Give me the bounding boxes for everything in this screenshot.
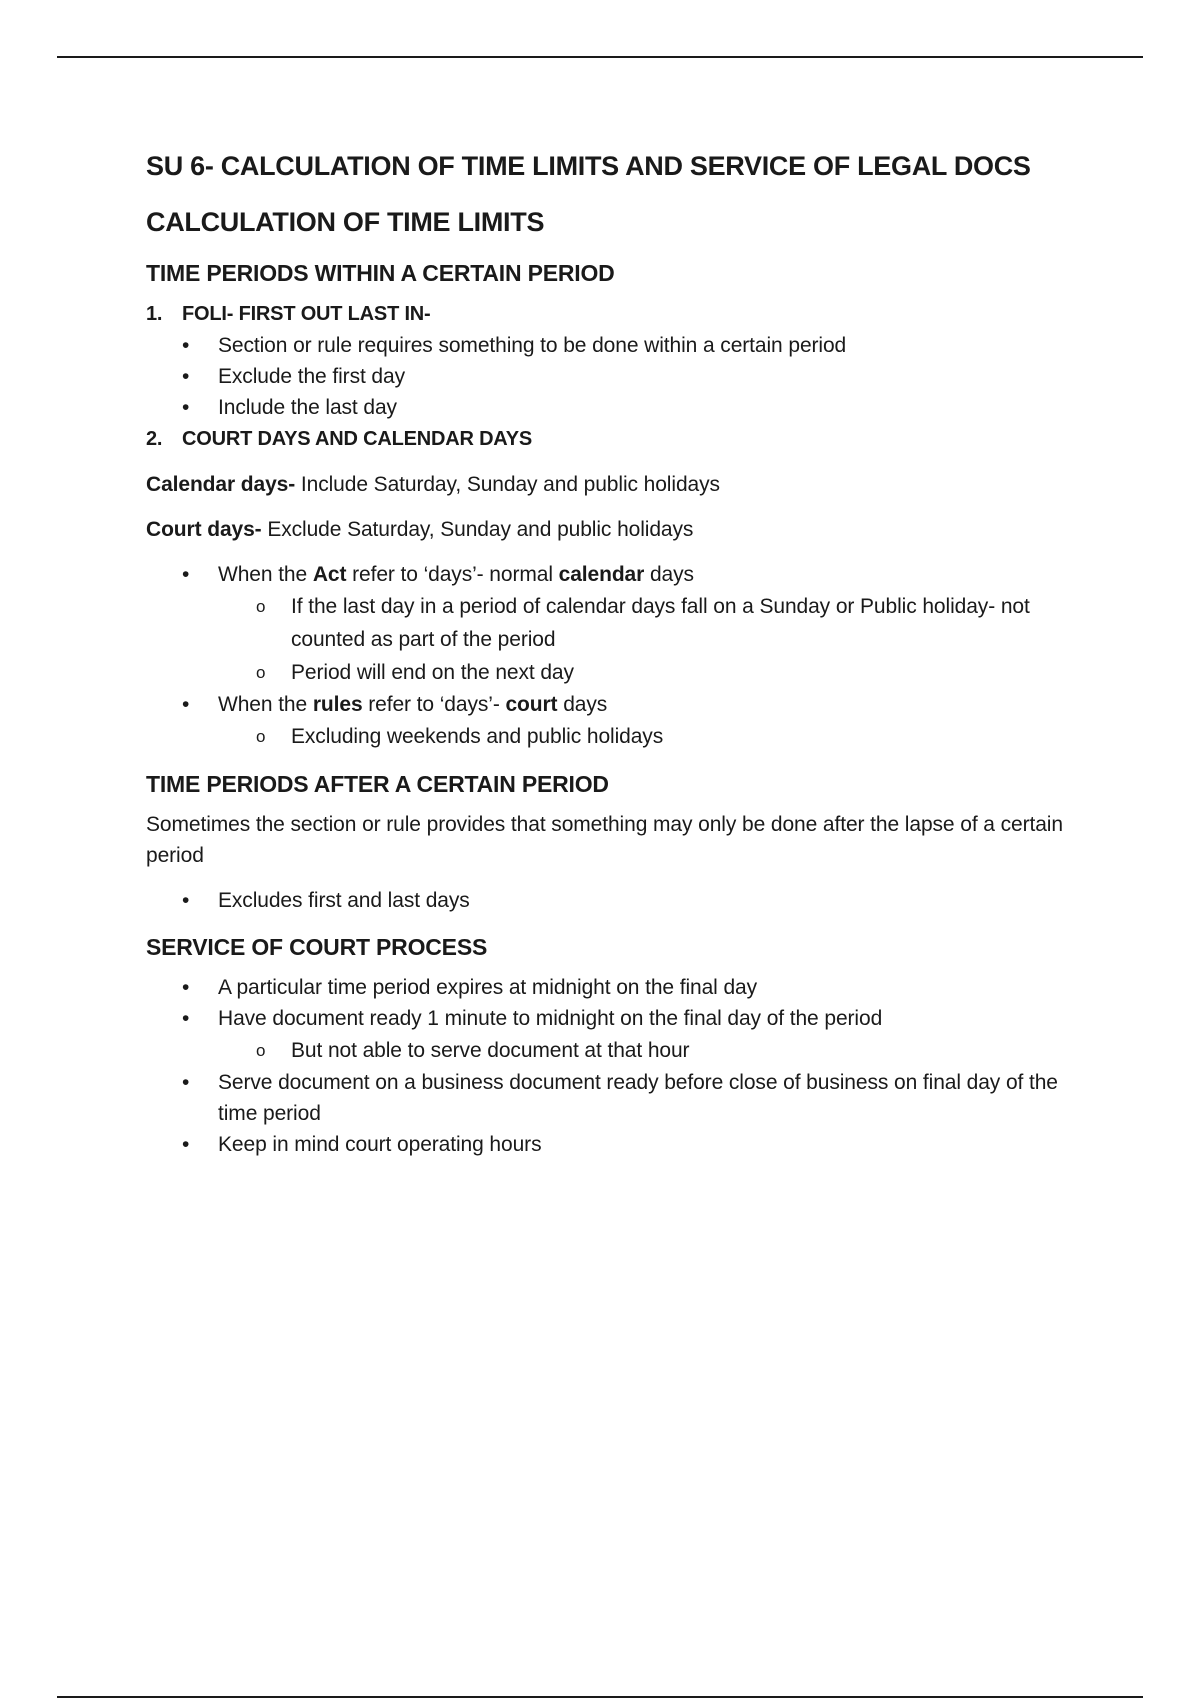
text-run: When the (218, 693, 313, 716)
heading-within-period: TIME PERIODS WITHIN A CERTAIN PERIOD (146, 260, 615, 286)
document-body (146, 146, 1066, 1160)
item-number: 2. (146, 428, 163, 450)
numbered-item-foli (146, 298, 1066, 330)
bullet-item: • Include the last day (146, 392, 1066, 423)
heading-service-court-process: SERVICE OF COURT PROCESS (146, 934, 488, 960)
sub-bullet-item: o If the last day in a period of calendar days fall on a Sunday or Public holiday- not counted as part of the period (146, 590, 1066, 656)
bullet-item: • Excludes first and last days (146, 885, 1066, 916)
text-run: refer to ‘days’- normal (346, 563, 559, 586)
numbered-item-court-days (146, 423, 1066, 455)
bold-run: Act (312, 563, 347, 586)
heading-after-period: TIME PERIODS AFTER A CERTAIN PERIOD (146, 771, 609, 797)
bullet-item: • Serve document on a business document ready before close of business on final day of the time period (146, 1067, 1066, 1129)
bullet-item: • Section or rule requires something to be done within a certain period (146, 330, 1066, 361)
definition-text: Exclude Saturday, Sunday and public holidays (261, 518, 694, 541)
bullet-item-act (146, 559, 1066, 590)
section-title-calculation: CALCULATION OF TIME LIMITS (146, 207, 545, 237)
paragraph-after-period: Sometimes the section or rule provides that something may only be done after the lapse of a certain period (146, 813, 1063, 867)
item-number: 1. (146, 303, 163, 325)
document-title: SU 6- CALCULATION OF TIME LIMITS AND SERVICE OF LEGAL DOCS (146, 151, 1031, 181)
text-run: days (644, 563, 694, 586)
sub-bullet-item: o Excluding weekends and public holidays (146, 720, 1066, 753)
bullet-item: • Exclude the first day (146, 361, 1066, 392)
text-run: refer to ‘days’- (362, 693, 506, 716)
term-calendar-days: Calendar days- (146, 473, 296, 496)
header-rule (57, 56, 1143, 58)
bullet-item: • Have document ready 1 minute to midnight on the final day of the period (146, 1003, 1066, 1034)
definition-text: Include Saturday, Sunday and public holidays (295, 473, 720, 496)
text-run: days (557, 693, 608, 716)
text-run: When the (218, 563, 313, 586)
bullet-item-rules (146, 689, 1066, 720)
sub-bullet-item: o Period will end on the next day (146, 656, 1066, 689)
sub-bullet-item: o But not able to serve document at that hour (146, 1034, 1066, 1067)
bold-run: court (505, 693, 558, 716)
bold-run: calendar (558, 563, 645, 586)
bold-run: rules (312, 693, 363, 716)
item-label: FOLI- FIRST OUT LAST IN- (182, 303, 431, 325)
item-label: COURT DAYS AND CALENDAR DAYS (182, 428, 532, 450)
term-court-days: Court days- (146, 518, 262, 541)
definition-court-days (146, 514, 1066, 545)
bullet-item: • A particular time period expires at midnight on the final day (146, 972, 1066, 1003)
bullet-item: • Keep in mind court operating hours (146, 1129, 1066, 1160)
footer-rule (57, 1696, 1143, 1698)
definition-calendar-days (146, 469, 1066, 500)
